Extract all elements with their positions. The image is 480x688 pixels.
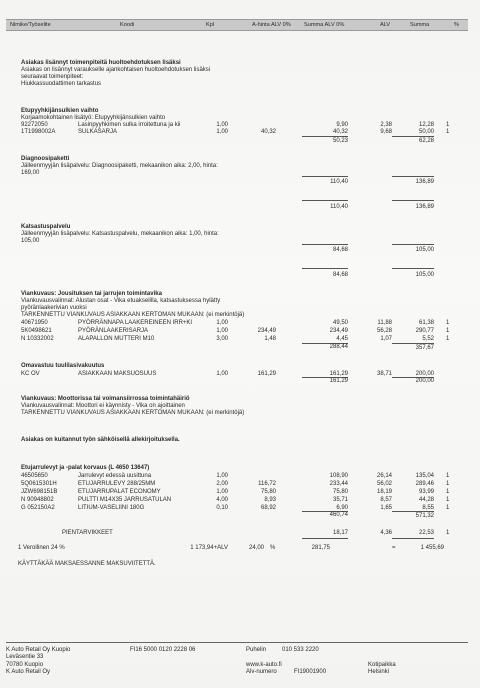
footer-domicile-label: Kotipaikka [368,662,396,668]
col-unit-price: A-hinta ALV 0% [252,22,291,28]
row-name: ASIAKKAAN MAKSUOSUUS [78,371,157,377]
row-name: PULTTI M14X35 JARRUSATULAN [78,497,172,503]
divider [302,200,348,201]
row-unit: 68,92 [260,505,276,511]
row-sum: 5,52 [422,336,434,342]
row-ex: 40,32 [332,129,348,135]
payment-note: KÄYTTÄKÄÄ MAKSAESSANNE MAKSUVIITETTÄ. [18,561,156,567]
col-pct: % [454,22,459,28]
section-desc: Jälleenmyyjän lisäpalvelu: Katsastuspalvelu, mekaanikon aika: 1,00, hinta: [21,231,219,237]
divider [392,244,434,245]
col-code: Koodi [120,22,135,28]
row-code: N 10332002 [21,336,54,342]
divider [392,343,434,344]
grand-total: 1 455,69 [420,545,444,551]
row-sum: 8,55 [422,505,434,511]
row-sum: 200,00 [415,371,434,377]
footer-street: Leväsentie 33 [6,654,44,660]
row-unit: 116,72 [258,481,276,487]
col-total-ex: Summa ALV 0% [304,22,345,28]
row-ex: 9,90 [336,122,348,128]
row-sum: 44,28 [418,497,434,503]
subtotal-ex: 110,40 [330,179,348,185]
row-ex: 49,50 [332,320,348,326]
row-code: 40671950 [21,320,48,326]
footer-city: 70780 Kuopio [6,662,44,668]
section-title: Omavastuu tuulilasivakuutus [21,363,105,369]
section-title: Etujarrulevyt ja -palat korvaus (L 4650 13647) [21,465,150,471]
row-vat: 11,88 [377,320,392,326]
divider [392,136,434,137]
row-code: KC OV [21,371,40,377]
divider [302,244,348,245]
section-title: Katsastuspalvelu [21,224,71,230]
row-qty: 1,00 [216,371,228,377]
footer-web: www.k-auto.fi [246,662,282,668]
divider [392,200,434,201]
row-vat: 9,68 [380,129,392,135]
row-qty: 4,00 [216,497,228,503]
tax-vat: 281,75 [311,545,330,551]
column-header-bar [6,19,468,31]
divider [302,176,348,177]
col-description: Nimike/Työselite [10,22,51,28]
subtotal-ex: 288,44 [329,344,348,350]
divider [392,176,434,177]
row-code: 1T1998002A [21,129,56,135]
divider [302,268,348,269]
total-sum: 136,89 [415,204,434,210]
row-unit: 8,93 [264,497,276,503]
row-qty: 1,00 [216,328,228,334]
row-vat: 38,71 [376,371,392,377]
row-unit: 40,32 [260,129,276,135]
row-pct: 1 [446,497,450,503]
subtotal-sum: 62,28 [418,138,434,144]
row-ex: 233,44 [329,481,348,487]
row-code: 46505650 [21,473,48,479]
tax-base: 1 173,94+ALV [190,545,228,551]
row-name: ETUJARRULEVY 288/25MM [78,481,156,487]
row-vat: 2,38 [380,122,392,128]
small-items-pct: 1 [446,530,450,536]
section-desc: TARKENNETTU VIANKUVAUS ASIAKKAAN KERTOMAN MUKAAN: (ei merkintöjä) [21,410,245,416]
subtotal-sum: 136,89 [415,179,434,185]
row-ex: 75,80 [332,489,348,495]
total-ex: 84,68 [332,272,348,278]
small-items-sum: 22,53 [418,530,434,536]
signature-note: Asiakas on kuitannut työn sähköisellä allekirjoituksella. [21,437,180,443]
row-ex: 35,71 [332,497,348,503]
row-vat: 1,07 [380,336,392,342]
footer-vat-number: FI19001900 [294,669,327,675]
row-code: 5K0498621 [21,328,52,334]
row-vat: 1,65 [380,505,392,511]
row-sum: 12,28 [418,122,434,128]
row-ex: 4,45 [336,336,348,342]
row-qty: 1,00 [216,489,228,495]
intro-line: Hiukkassuodattimen tarkastus [21,81,102,87]
row-code: G 052150A2 [21,505,55,511]
row-ex: 161,29 [329,371,348,377]
row-qty: 1,00 [216,129,228,135]
row-qty: 1,00 [216,473,228,479]
row-qty: 1,00 [216,122,228,128]
col-vat: ALV [380,22,391,28]
subtotal-sum: 571,32 [415,513,434,519]
row-name: LITIUM-VASELIINI 180G [78,505,145,511]
row-vat: 18,19 [376,489,392,495]
row-qty: 0,10 [216,505,228,511]
section-title: Diagnoosipaketti [21,156,70,162]
row-ex: 234,49 [329,328,348,334]
divider [392,268,434,269]
row-name: Lasinpyyhkimen sulka irroitettuna ja kii [78,122,181,128]
row-vat: 56,28 [376,328,392,334]
subtotal-ex: 84,68 [332,247,348,253]
row-unit: 234,49 [257,328,276,334]
footer-divider [6,642,468,643]
section-title: Etupyyhkijänsulkien vaihto [21,108,99,114]
intro-line: seuraavat toimenpiteet: [21,74,84,80]
equals-sign: = [392,545,396,551]
row-ex: 6,90 [336,505,348,511]
subtotal-sum: 105,00 [415,247,434,253]
row-vat: 56,02 [376,481,392,487]
row-pct: 1 [446,473,450,479]
row-pct: 1 [446,505,450,511]
row-vat: 8,57 [380,497,392,503]
intro-title: Asiakas lisännyt toimenpiteitä huoltoehdotuksen lisäksi [21,60,181,66]
row-name: ETUJARRUPALAT ECONOMY [78,489,161,495]
section-title: Viankuvaus: Jousituksen tai jarrujen toimintavika [21,291,162,297]
footer-phone: 010 533 2220 [282,647,319,653]
row-name: PYÖRRÄNNAPA LAAKEREINEEN IRR+KI [78,320,193,326]
row-sum: 289,46 [415,481,434,487]
footer-domicile: Helsinki [368,669,390,675]
row-sum: 50,00 [418,129,434,135]
col-qty: Kpl [206,22,215,28]
footer-iban: FI16 5000 0120 2228 06 [130,647,196,653]
divider [392,538,434,539]
row-code: N 90948802 [21,497,54,503]
row-code: JZW698151B [21,489,58,495]
tax-label: 1 Verollinen 24 % [18,545,65,551]
row-sum: 135,04 [415,473,434,479]
row-pct: 1 [446,489,450,495]
row-pct: 1 [446,481,450,487]
total-sum: 105,00 [415,272,434,278]
small-items-ex: 18,17 [332,530,348,536]
row-name: ALAPALLON MUTTERI M10 [78,336,155,342]
total-ex: 110,40 [330,204,348,210]
footer-vat-label: Alv-numero [246,669,277,675]
divider [392,511,434,512]
row-ex: 108,90 [329,473,348,479]
row-pct: 1 [446,336,450,342]
section-desc: Viankuvausvalinnat: Alustan osat - Vika etuakselilla, katsastuksessa hylätty [21,298,221,304]
subtotal-ex: 460,74 [329,512,348,518]
tax-pct-sign: % [270,545,276,551]
footer-phone-label: Puhelin [246,647,267,653]
row-unit: 75,80 [260,489,276,495]
row-qty: 2,00 [216,481,228,487]
tax-rate: 24,00 [248,545,264,551]
subtotal-ex: 50,23 [332,138,348,144]
row-qty: 1,00 [216,320,228,326]
divider [302,136,348,137]
section-desc: 105,00 [21,238,40,244]
small-items-vat: 4,36 [380,530,392,536]
row-pct: 1 [446,320,450,326]
row-vat: 26,14 [376,473,392,479]
row-pct: 1 [446,328,450,334]
subtotal-ex: 161,29 [329,378,348,384]
section-title: Viankuvaus: Moottorissa tai voimansiirrossa toimintahäiriö [21,396,190,402]
footer-company2: K Auto Retail Oy [6,669,51,675]
divider [302,538,348,539]
row-code: 92272050 [21,122,48,128]
row-name: SULKASARJA [78,129,118,135]
row-pct: 1 [446,129,450,135]
section-desc: 169,00 [21,170,40,176]
row-unit: 161,29 [257,371,276,377]
section-desc: Jälleenmyyjän lisäpalvelu: Diagnoosipaketti, mekaanikon aika: 2,00, hinta: [21,163,218,169]
col-sum: Summa [410,22,430,28]
row-sum: 61,38 [418,320,434,326]
subtotal-sum: 357,67 [415,345,434,351]
small-items-label: PIENTARVIKKEET [62,530,113,536]
subtotal-sum: 200,00 [415,378,434,384]
section-desc: pyöränlaakerivian vuoksi [21,305,87,311]
section-desc: TARKENNETTU VIANKUVAUS ASIAKKAAN KERTOMAN MUKAAN: (ei merkintöjä) [21,312,245,318]
row-sum: 290,77 [415,328,434,334]
footer-company: K Auto Retail Oy Kuopio [6,647,71,653]
row-name: PYÖRÄNLAAKERISARJA [78,328,149,334]
row-pct: 1 [446,122,450,128]
row-name: Jarrulevyt edessä uusittuna [78,473,152,479]
section-desc: Korjaamokohtainen lisätyö: Etupyyhkijänsulkien vaihto [21,115,166,121]
section-desc: Viankuvausvalinnat: Moottori ei käynnisty - Vika on ajoittainen [21,403,185,409]
row-code: 5Q0615301H [21,481,57,487]
intro-line: Asiakas on lisännyt varaukselle ajankohtaisen huoltoehdotuksen lisäksi [21,67,211,73]
row-sum: 93,99 [418,489,434,495]
row-unit: 1,48 [264,336,276,342]
row-qty: 3,00 [216,336,228,342]
